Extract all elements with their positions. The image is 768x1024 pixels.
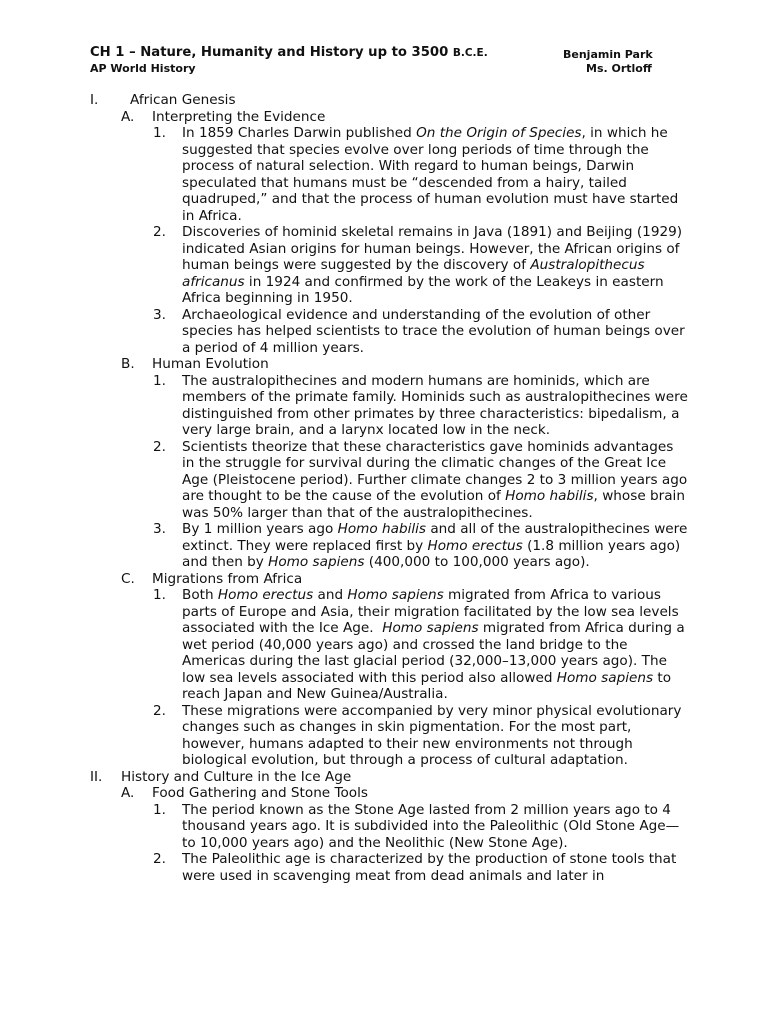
subsection-title: Interpreting the Evidence [152,108,326,125]
item-number: 1. [153,372,166,389]
text-run: Both [182,587,218,603]
text-run: In 1859 Charles Darwin published [182,125,417,141]
list-item [0,224,768,307]
item-number: 1. [153,801,166,818]
section-i-heading [0,92,768,109]
section-i-label: I. [90,92,99,108]
list-item [0,373,768,439]
section-ii-heading [0,769,768,786]
text-run: , in which he suggested that species evolve over long periods of time through the process of natural selection. With regard to human beings, Darwin speculated that humans must be “descended from a hairy, tailed quadruped,” and that the process of human evolution must have started in Africa. [182,125,679,224]
document-title [90,45,488,60]
list-item [0,307,768,357]
book-title: On the Origin of Species [416,125,582,141]
subsection-ib-heading [0,356,768,373]
text-run: , whose brain was 50% larger than that of the australopithecines. [182,488,685,521]
student-name: Benjamin Park [563,48,653,61]
item-text [182,125,688,224]
text-run: and all of the australopithecines were extinct. They were replaced first by [182,521,688,554]
species-name: Homo habilis [505,488,594,504]
subsection-label: A. [121,785,135,801]
title-main: CH 1 – Nature, Humanity and History up to 3500 [90,45,449,60]
text-run: (400,000 to 100,000 years ago). [364,554,590,570]
section-ii-label: II. [90,768,103,785]
section-ii-title: History and Culture in the Ice Age [121,768,352,785]
species-name: Homo sapiens [268,554,365,570]
item-text [182,224,688,307]
item-text: These migrations were accompanied by very minor physical evolutionary changes such as changes in skin pigmentation. For the most part, however, humans adapted to their new environments not through biological evolution, but through a process of cultural adaptation. [182,702,682,768]
species-name: Homo sapiens [347,587,444,603]
title-era: B.C.E. [452,47,488,59]
item-number: 2. [153,438,166,455]
item-number: 2. [153,224,166,240]
text-run: migrated from Africa to various parts of Europe and Asia, their migration facilitated by the low sea levels associated with the Ice Age. [182,587,683,636]
subsection-ic-heading [0,571,768,588]
text-run: (1.8 million years ago) and then by [182,537,681,570]
text-run: migrated from Africa during a wet period (40,000 years ago) and crossed the land bridge to the Americas during the last glacial period (32,000–13,000 years ago). The low sea levels associated with this period also allowed [182,620,685,686]
item-number: 2. [153,851,166,867]
outline [0,92,768,884]
item-number: 3. [153,306,166,323]
species-name: Homo sapiens [382,620,479,636]
species-name: Homo erectus [217,587,314,603]
item-text: The australopithecines and modern humans are hominids, which are members of the primate family. Hominids such as australopithecines were distinguished from other primates by three characteristics: bipedalism, a very large brain, and a larynx located low in the neck. [182,372,688,438]
teacher-name: Ms. Ortloff [586,62,652,75]
subsection-title: Human Evolution [152,356,269,372]
text-run: and [313,587,348,603]
subsection-iia-heading [0,785,768,802]
list-item [0,521,768,571]
subsection-title: Migrations from Africa [152,570,303,587]
text-run: Scientists theorize that these characteristics gave hominids advantages in the struggle for survival during the climatic changes of the Great Ice Age (Pleistocene period). Further climate changes 2 to 3 million years ago are thought to be the cause of the evolution of [182,438,688,504]
species-name: Homo sapiens [556,669,654,686]
subsection-ia-heading [0,109,768,126]
list-item [0,439,768,522]
text-run: By 1 million years ago [182,521,338,537]
list-item [0,125,768,224]
subsection-label: B. [121,356,135,372]
item-text [182,587,688,703]
item-number: 1. [153,125,166,141]
item-number: 3. [153,521,166,537]
item-text: The Paleolithic age is characterized by the production of stone tools that were used in scavenging meat from dead animals and later in [182,851,677,884]
species-name: Australopithecus africanus [182,257,645,290]
subsection-label: C. [121,570,135,587]
section-i-title: African Genesis [130,92,236,108]
text-run: Discoveries of hominid skeletal remains in Java (1891) and Beijing (1929) indicated Asian origins for human beings. However, the African origins of human beings were suggested by the discovery of [182,224,683,273]
course-name: AP World History [90,62,196,75]
list-item [0,587,768,703]
subsection-title: Food Gathering and Stone Tools [152,785,368,801]
list-item [0,851,768,884]
item-text: Archaeological evidence and understanding of the evolution of other species has helped scientists to trace the evolution of human beings over a period of 4 million years. [182,306,685,356]
item-number: 1. [153,587,166,603]
text-run: to reach Japan and New Guinea/Australia. [182,669,672,702]
species-name: Homo habilis [337,521,426,537]
item-number: 2. [153,702,166,719]
species-name: Homo erectus [427,537,523,554]
list-item [0,703,768,769]
text-run: in 1924 and confirmed by the work of the Leakeys in eastern Africa beginning in 1950. [182,273,664,306]
subsection-label: A. [121,108,135,125]
item-text [182,521,688,571]
item-text: The period known as the Stone Age lasted from 2 million years ago to 4 thousand years ago. It is subdivided into the Paleolithic (Old Stone Age—to 10,000 years ago) and the Neolithic (New Stone Age). [182,801,680,851]
item-text [182,439,688,522]
list-item [0,802,768,852]
